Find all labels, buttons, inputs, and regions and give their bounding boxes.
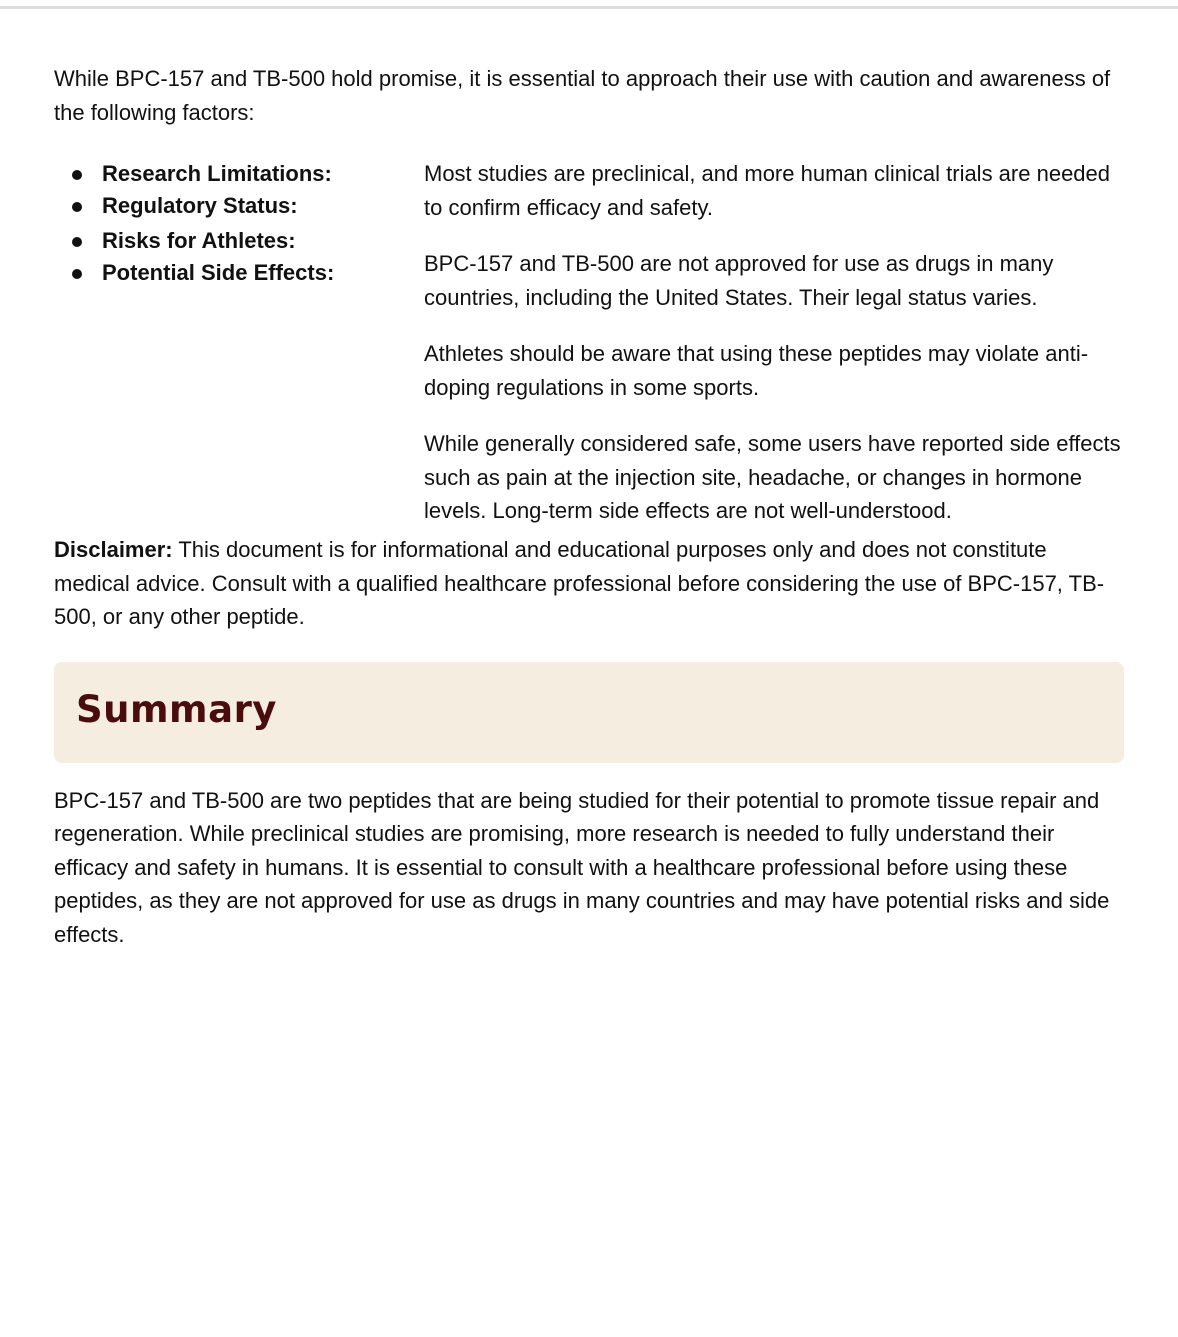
summary-header-box <box>54 662 1124 763</box>
document-body <box>54 60 1124 951</box>
factor-item-research-limitations <box>54 157 394 189</box>
factor-description-potential-side-effects: While generally considered safe, some users have reported side effects such as pain at the injection site, headache, or changes in hormone levels. Long-term side effects are not well-understood. <box>424 431 1121 523</box>
summary-paragraph: BPC-157 and TB-500 are two peptides that are being studied for their potential to promote tissue repair and regeneration. While preclinical studies are promising, more research is needed to fully understand their efficacy and safety in humans. It is essential to consult with a healthcare professional before using these peptides, as they are not approved for use as drugs in many countries and may have potential risks and side effects. <box>54 787 1110 947</box>
disclaimer-label: Disclaimer: <box>54 537 173 562</box>
factor-list <box>54 157 394 289</box>
factor-item-risks-for-athletes <box>54 224 394 256</box>
factor-label: Regulatory Status: <box>102 193 298 218</box>
factor-description-regulatory-status: BPC-157 and TB-500 are not approved for use as drugs in many countries, including the United States. Their legal status varies. <box>424 251 1054 310</box>
bullet-icon <box>72 237 82 247</box>
factor-label: Research Limitations: <box>102 161 332 186</box>
factor-description-risks-for-athletes: Athletes should be aware that using these peptides may violate anti-doping regulations in some sports. <box>424 341 1089 400</box>
factor-item-potential-side-effects <box>54 256 394 289</box>
intro-paragraph: While BPC-157 and TB-500 hold promise, it is essential to approach their use with caution and awareness of the following factors: <box>54 66 1111 125</box>
disclaimer-text: This document is for informational and educational purposes only and does not constitute medical advice. Consult with a qualified healthcare professional before considering the use of BPC-157, TB-500, or any other peptide. <box>54 537 1105 629</box>
factors-section <box>54 157 1124 533</box>
bullet-icon <box>72 269 82 279</box>
bullet-icon <box>72 202 82 212</box>
factor-item-regulatory-status <box>54 189 394 224</box>
factor-descriptions <box>424 157 1124 551</box>
top-divider <box>0 6 1178 9</box>
factor-description-research-limitations: Most studies are preclinical, and more human clinical trials are needed to confirm efficacy and safety. <box>424 161 1111 220</box>
factor-label: Risks for Athletes: <box>102 228 296 253</box>
summary-heading: Summary <box>76 687 277 731</box>
factor-label: Potential Side Effects: <box>102 260 335 285</box>
bullet-icon <box>72 170 82 180</box>
